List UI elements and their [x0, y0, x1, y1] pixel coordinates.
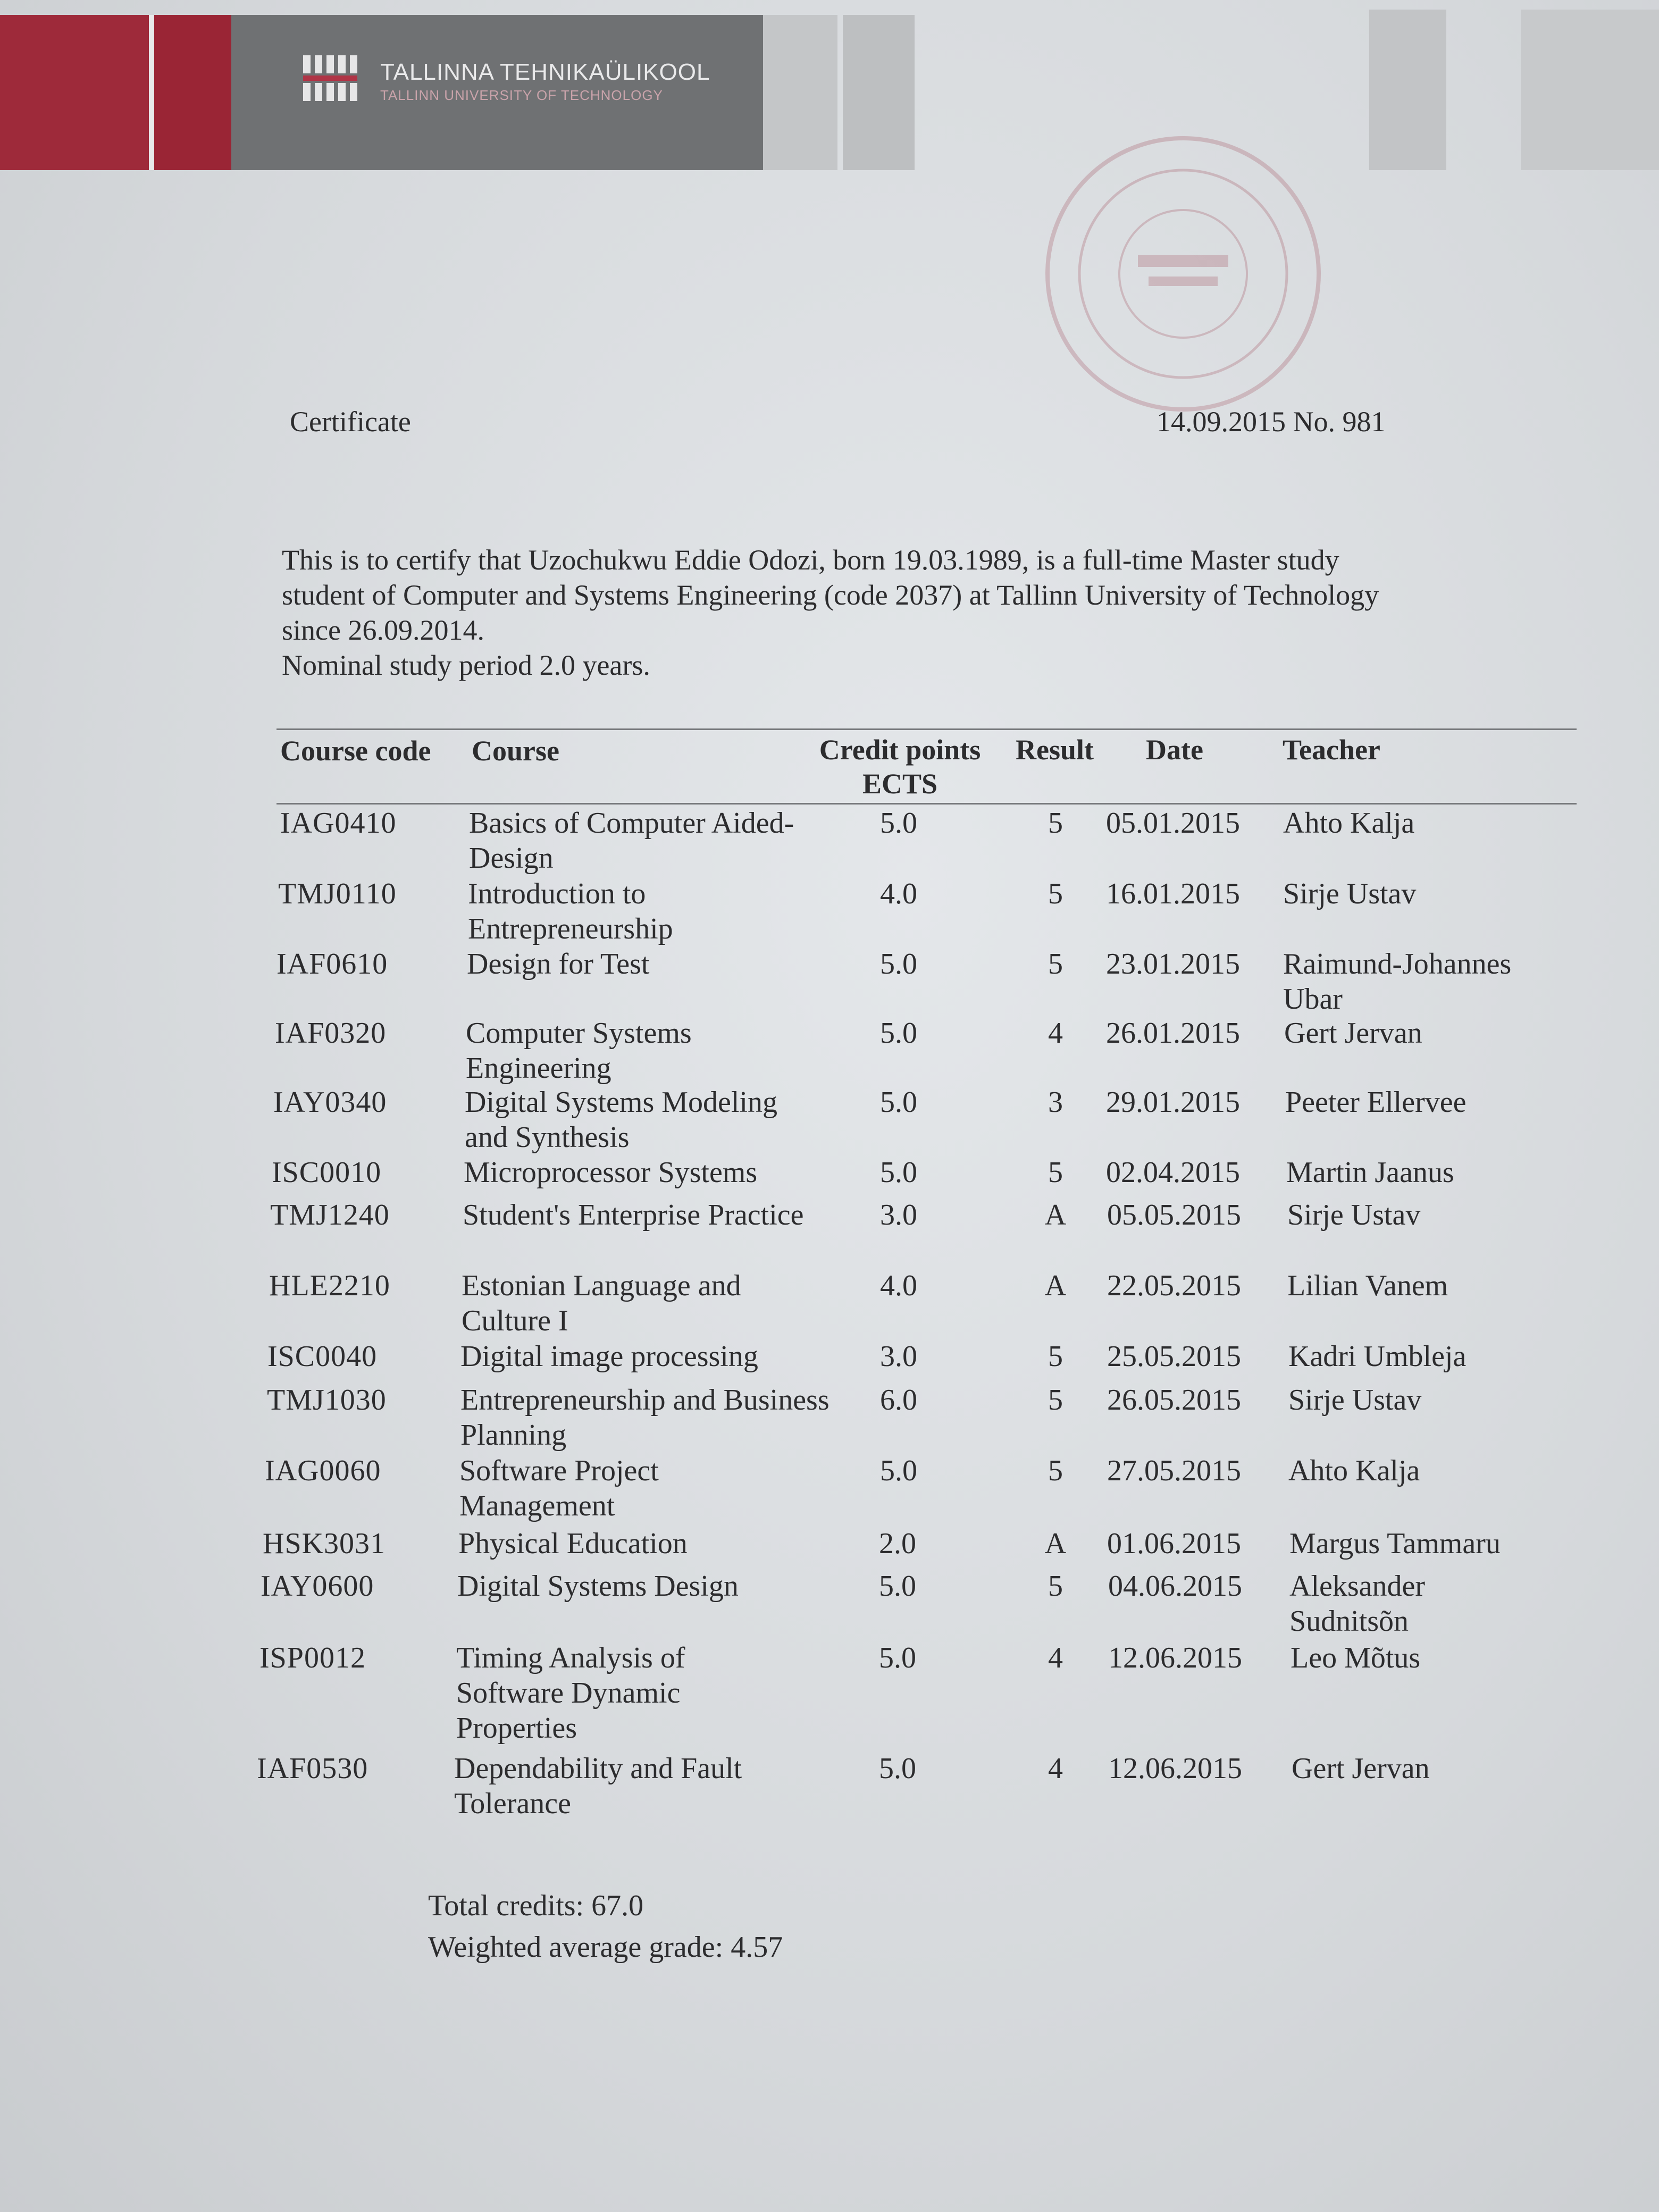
course-code: IAY0600	[261, 1570, 374, 1603]
result: 5	[1048, 1340, 1063, 1373]
header-result: Result	[1016, 734, 1094, 766]
credit-points: 5.0	[880, 1454, 917, 1487]
course-code: TMJ0110	[278, 877, 397, 910]
date: 01.06.2015	[1107, 1527, 1241, 1560]
banner-light-band-4	[1521, 10, 1659, 170]
course-code: ISC0040	[267, 1340, 378, 1373]
table-header-rule	[276, 803, 1577, 805]
result: A	[1044, 1199, 1067, 1231]
date: 26.05.2015	[1107, 1384, 1241, 1417]
date: 02.04.2015	[1106, 1156, 1240, 1189]
banner-red-band-2	[154, 15, 231, 170]
result: 5	[1048, 1454, 1063, 1487]
course-code: HSK3031	[263, 1527, 386, 1560]
result: A	[1044, 1269, 1067, 1302]
teacher: Leo Mõtus	[1291, 1641, 1421, 1674]
date: 04.06.2015	[1108, 1570, 1242, 1603]
credit-points: 5.0	[880, 1086, 917, 1119]
teacher: Sirje Ustav	[1283, 877, 1417, 910]
course-code: ISC0010	[272, 1156, 382, 1189]
credit-points: 5.0	[880, 807, 917, 840]
teacher: Raimund-Johannes Ubar	[1283, 948, 1512, 1016]
document-title: Certificate	[290, 406, 411, 438]
course-name: Microprocessor Systems	[464, 1156, 758, 1189]
date: 12.06.2015	[1108, 1752, 1242, 1785]
teacher: Gert Jervan	[1292, 1752, 1430, 1785]
course-name: Student's Enterprise Practice	[463, 1199, 804, 1231]
course-name: Dependability and Fault Tolerance	[454, 1752, 742, 1820]
header-credit-points	[808, 733, 992, 801]
teacher: Margus Tammaru	[1289, 1527, 1501, 1560]
teacher: Kadri Umbleja	[1288, 1340, 1467, 1373]
course-name: Basics of Computer Aided-Design	[469, 807, 794, 875]
course-name: Digital image processing	[460, 1340, 758, 1373]
date: 16.01.2015	[1106, 877, 1240, 910]
credit-points: 5.0	[879, 1641, 916, 1674]
result: 4	[1048, 1641, 1063, 1674]
header-course-code: Course code	[280, 735, 431, 767]
course-code: IAF0320	[275, 1017, 387, 1050]
result: 5	[1048, 807, 1063, 840]
course-code: TMJ1240	[270, 1199, 390, 1231]
result: 5	[1048, 1570, 1063, 1603]
course-name: Physical Education	[458, 1527, 688, 1560]
teacher: Lilian Vanem	[1287, 1269, 1448, 1302]
credit-points: 2.0	[879, 1527, 916, 1560]
credit-points: 4.0	[880, 1269, 917, 1302]
date: 29.01.2015	[1106, 1086, 1240, 1119]
result: 5	[1048, 1384, 1063, 1417]
result: 5	[1048, 948, 1063, 981]
course-name: Timing Analysis of Software Dynamic Properties	[456, 1641, 685, 1745]
course-name: Software Project Management	[459, 1454, 659, 1522]
banner-light-band	[763, 15, 837, 170]
course-name: Digital Systems Design	[457, 1570, 739, 1603]
official-stamp-icon	[1040, 130, 1327, 417]
credit-points: 4.0	[880, 877, 917, 910]
result: 5	[1048, 1156, 1063, 1189]
course-code: IAF0530	[257, 1752, 368, 1785]
banner-light-band-2	[843, 15, 915, 170]
date: 12.06.2015	[1108, 1641, 1242, 1674]
date: 05.05.2015	[1107, 1199, 1241, 1231]
course-name: Estonian Language and Culture I	[462, 1269, 741, 1337]
date: 27.05.2015	[1107, 1454, 1241, 1487]
date: 25.05.2015	[1107, 1340, 1241, 1373]
result: 3	[1048, 1086, 1063, 1119]
date: 23.01.2015	[1106, 948, 1240, 981]
course-code: IAF0610	[276, 948, 388, 981]
date: 05.01.2015	[1106, 807, 1240, 840]
teacher: Aleksander Sudnitsõn	[1289, 1570, 1426, 1638]
intro-line: This is to certify that Uzochukwu Eddie Odozi, born 19.03.1989, is a full-time Master study	[282, 544, 1339, 576]
result: A	[1044, 1527, 1067, 1560]
university-logo-text	[380, 58, 710, 104]
university-logo-icon	[303, 51, 362, 110]
intro-line: since 26.09.2014.	[282, 614, 484, 646]
teacher: Gert Jervan	[1284, 1017, 1422, 1050]
header-date: Date	[1146, 734, 1203, 766]
total-credits: Total credits: 67.0	[428, 1889, 644, 1922]
course-code: IAG0410	[280, 807, 397, 840]
header-credit-points-line2: ECTS	[862, 768, 938, 800]
teacher: Sirje Ustav	[1288, 1384, 1422, 1417]
header-course: Course	[472, 735, 559, 767]
header-banner	[0, 15, 1659, 170]
course-code: ISP0012	[259, 1641, 366, 1674]
teacher: Ahto Kalja	[1283, 807, 1415, 840]
weighted-average-grade: Weighted average grade: 4.57	[428, 1931, 783, 1964]
university-name-en: TALLINN UNIVERSITY OF TECHNOLOGY	[380, 87, 663, 103]
course-name: Entrepreneurship and Business Planning	[460, 1384, 830, 1452]
course-code: HLE2210	[269, 1269, 390, 1302]
banner-light-band-3	[1369, 10, 1446, 170]
course-name: Design for Test	[467, 948, 650, 981]
result: 5	[1048, 877, 1063, 910]
banner-red-band	[0, 15, 149, 170]
teacher: Sirje Ustav	[1287, 1199, 1421, 1231]
credit-points: 5.0	[880, 1017, 917, 1050]
totals-section	[428, 1885, 783, 1968]
header-credit-points-line1: Credit points	[819, 734, 981, 766]
university-name: TALLINNA TEHNIKAÜLIKOOL	[380, 59, 710, 85]
course-code: IAY0340	[273, 1086, 387, 1119]
result: 4	[1048, 1017, 1063, 1050]
intro-line: Nominal study period 2.0 years.	[282, 649, 650, 681]
table-top-rule	[276, 728, 1577, 730]
credit-points: 5.0	[880, 1156, 917, 1189]
header-teacher: Teacher	[1283, 734, 1380, 766]
credit-points: 5.0	[879, 1570, 916, 1603]
course-code: TMJ1030	[267, 1384, 387, 1417]
result: 4	[1048, 1752, 1063, 1785]
banner-divider	[149, 15, 154, 170]
credit-points: 6.0	[880, 1384, 917, 1417]
intro-line: student of Computer and Systems Engineering (code 2037) at Tallinn University of Technology	[282, 579, 1379, 611]
teacher: Martin Jaanus	[1286, 1156, 1454, 1189]
course-name: Introduction to Entrepreneurship	[468, 877, 673, 945]
date: 22.05.2015	[1107, 1269, 1241, 1302]
document-date-number: 14.09.2015 No. 981	[1157, 406, 1386, 438]
credit-points: 5.0	[880, 948, 917, 981]
certification-text	[282, 542, 1558, 683]
course-name: Digital Systems Modeling and Synthesis	[465, 1086, 777, 1154]
course-name: Computer Systems Engineering	[466, 1017, 692, 1085]
credit-points: 3.0	[880, 1199, 917, 1231]
course-code: IAG0060	[265, 1454, 381, 1487]
date: 26.01.2015	[1106, 1017, 1240, 1050]
teacher: Ahto Kalja	[1288, 1454, 1420, 1487]
credit-points: 5.0	[879, 1752, 916, 1785]
teacher: Peeter Ellervee	[1285, 1086, 1467, 1119]
credit-points: 3.0	[880, 1340, 917, 1373]
